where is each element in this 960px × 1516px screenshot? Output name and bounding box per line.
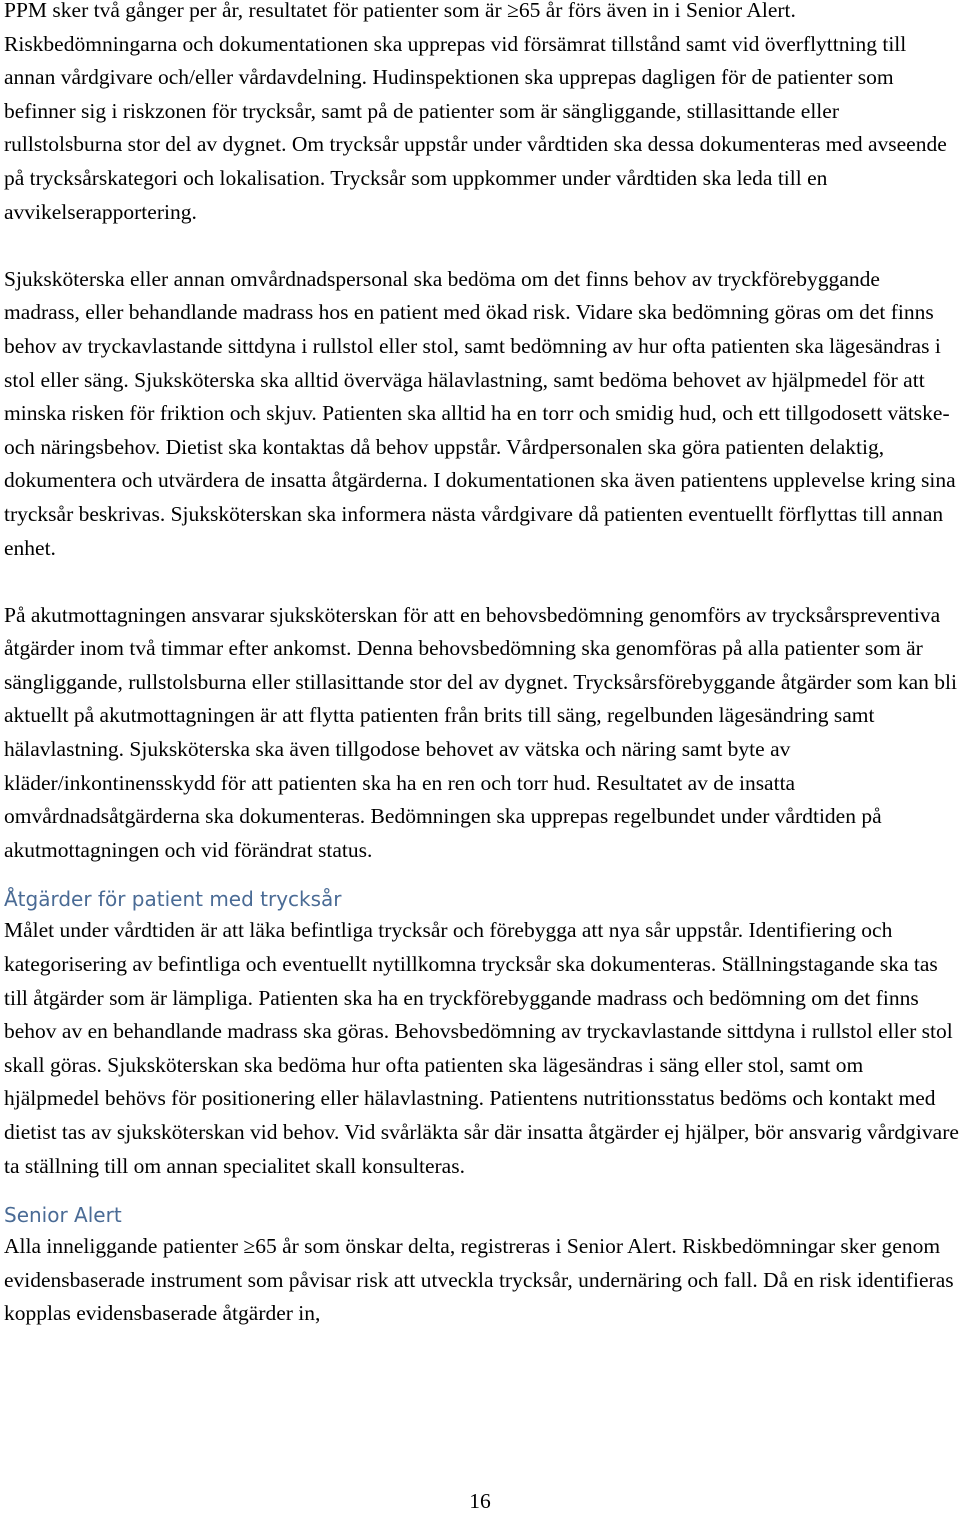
body-paragraph: På akutmottagningen ansvarar sjuksköterskan för att en behovsbedömning genomförs av trycksårspreventiva åtgärder inom två timmar efter ankomst. Denna behovsbedömning ska genomföras på alla patienter som är sängliggande, rullstolsburna eller stillasittande stor del av dygnet. Trycksårsförebyggande åtgärder som kan bli aktuellt på akutmottagningen är att flytta patienten från brits till säng, regelbunden lägesändring samt hälavlastning. Sjuksköterska ska även tillgodose behovet av vätska och näring samt byte av kläder/inkontinensskydd för att patienten ska ha en ren och torr hud. Resultatet av de insatta omvårdnadsåtgärderna ska dokumenteras. Bedömningen ska upprepas regelbundet under vårdtiden på akutmottagningen och vid förändrat status. bbox=[4, 602, 957, 862]
section-heading: Åtgärder för patient med trycksår bbox=[4, 887, 342, 912]
body-paragraph: Alla inneliggande patienter ≥65 år som önskar delta, registreras i Senior Alert. Riskbedömningar sker genom evidensbaserade instrument som påvisar risk att utveckla trycksår, undernäring och fall. Då en risk identifieras kopplas evidensbaserade åtgärder in, bbox=[4, 1234, 954, 1326]
body-paragraph: Sjuksköterska eller annan omvårdnadspersonal ska bedöma om det finns behov av tryckförebyggande madrass, eller behandlande madrass hos en patient med ökad risk. Vidare ska bedömning göras om det finns behov av tryckavlastande sittdyna i rullstol eller stol, samt bedömning av hur ofta patienten ska lägesändras i stol eller säng. Sjuksköterska ska alltid överväga hälavlastning, samt bedöma behovet av hjälpmedel för att minska risken för friktion och skjuv. Patienten ska alltid ha en torr och smidig hud, och ett tillgodosett vätske- och näringsbehov. Dietist ska kontaktas då behov uppstår. Vårdpersonalen ska göra patienten delaktig, dokumentera och utvärdera de insatta åtgärderna. I dokumentationen ska även patientens upplevelse kring sina trycksår beskrivas. Sjuksköterskan ska informera nästa vårdgivare då patienten eventuellt förflyttas till annan enhet. bbox=[4, 266, 956, 560]
body-paragraph: Målet under vårdtiden är att läka befintliga trycksår och förebygga att nya sår uppstår. Identifiering och kategorisering av befintliga och eventuellt nytillkomna trycksår ska dokumenteras. Ställningstagande ska tas till åtgärder som är lämpliga. Patienten ska ha en tryckförebyggande madrass och bedömning om det finns behov av en behandlande madrass ska göras. Behovsbedömning av tryckavlastande sittdyna i rullstol eller stol skall göras. Sjuksköterskan ska bedöma hur ofta patienten ska lägesändras i säng eller stol, samt om hjälpmedel behövs för positionering eller hälavlastning. Patientens nutritionsstatus bedöms och kontakt med dietist tas av sjuksköterskan vid behov. Vid svårläkta sår där insatta åtgärder ej hjälper, bör ansvarig vårdgivare ta ställning till om annan specialitet skall konsulteras. bbox=[4, 918, 959, 1178]
document-page bbox=[4, 0, 960, 1331]
page-number: 16 bbox=[469, 1489, 491, 1513]
body-paragraph: PPM sker två gånger per år, resultatet för patienter som är ≥65 år förs även in i Senior Alert. Riskbedömningarna och dokumentationen ska upprepas vid försämrat tillstånd samt vid överflyttning till annan vårdgivare och/eller vårdavdelning. Hudinspektionen ska upprepas dagligen för de patienter som befinner sig i riskzonen för trycksår, samt på de patienter som är sängliggande, stillasittande eller rullstolsburna stor del av dygnet. Om trycksår uppstår under vårdtiden ska dessa dokumenteras med avseende på trycksårskategori och lokalisation. Trycksår som uppkommer under vårdtiden ska leda till en avvikelserapportering. bbox=[4, 0, 947, 224]
section-heading: Senior Alert bbox=[4, 1203, 122, 1228]
